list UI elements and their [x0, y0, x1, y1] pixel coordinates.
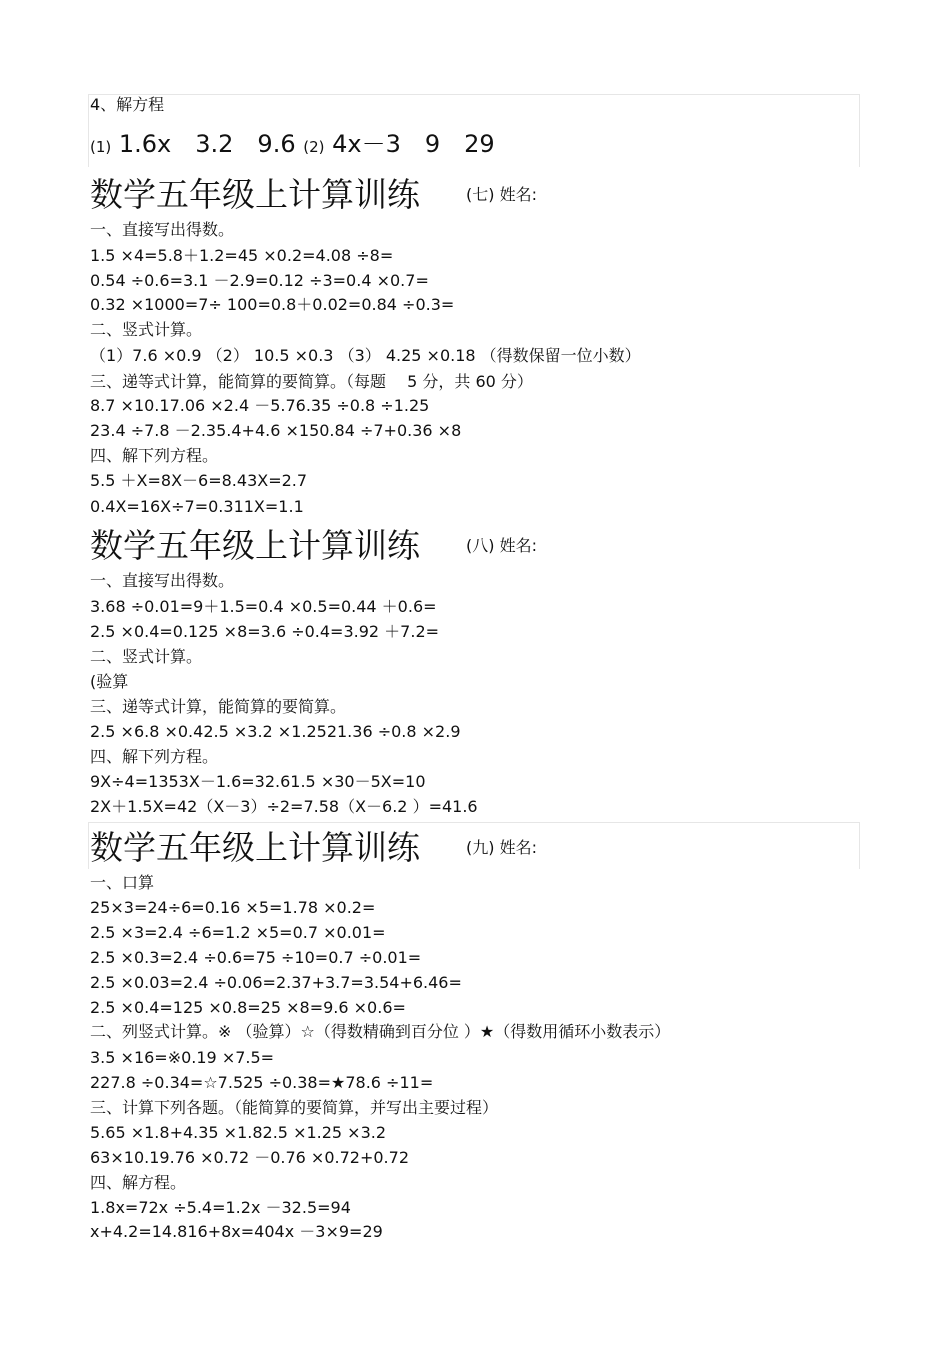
s9-line: 四、解方程。 [90, 1173, 187, 1192]
s9-line: 25×3=24÷6=0.16 ×5=1.78 ×0.2= [90, 898, 376, 917]
s8-line: 三、递等式计算，能简算的要简算。 [90, 697, 347, 716]
s9-line: 二、列竖式计算。※ （验算）☆（得数精确到百分位 ）★（得数用循环小数表示） [90, 1022, 671, 1041]
s9-line: x+4.2=14.816+8x=404x －3×9=29 [90, 1222, 383, 1241]
eq-label-2: (2) [303, 138, 325, 156]
section-8-title [90, 526, 537, 572]
section-7-title-text: 数学五年级上计算训练 [90, 175, 420, 214]
s8-line: 一、直接写出得数。 [90, 571, 235, 590]
s7-line: 三、递等式计算，能简算的要简算。（每题 5 分，共 60 分） [90, 372, 533, 391]
top-equation-line [90, 129, 495, 162]
s9-line: 2.5 ×0.03=2.4 ÷0.06=2.37+3.7=3.54+6.46= [90, 973, 462, 992]
s8-line: (验算 [90, 672, 129, 691]
section-7-title [90, 175, 537, 221]
s7-line: 0.54 ÷0.6=3.1 －2.9=0.12 ÷3=0.4 ×0.7= [90, 271, 429, 290]
s7-line: 0.4X=16X÷7=0.311X=1.1 [90, 497, 304, 516]
s9-line: 5.65 ×1.8+4.35 ×1.82.5 ×1.25 ×3.2 [90, 1123, 387, 1142]
s7-line: 0.32 ×1000=7÷ 100=0.8＋0.02=0.84 ÷0.3= [90, 295, 455, 314]
s9-line: 三、计算下列各题。（能简算的要简算，并写出主要过程） [90, 1098, 499, 1117]
s9-line: 63×10.19.76 ×0.72 －0.76 ×0.72+0.72 [90, 1148, 409, 1167]
s8-line: 3.68 ÷0.01=9＋1.5=0.4 ×0.5=0.44 ＋0.6= [90, 597, 437, 616]
section-9-title [90, 828, 537, 874]
s7-line: （1）7.6 ×0.9 （2） 10.5 ×0.3 （3） 4.25 ×0.18 （得数保留一位小数） [90, 346, 641, 365]
s7-line: 5.5 ＋X=8X－6=8.43X=2.7 [90, 471, 308, 490]
s8-line: 四、解下列方程。 [90, 747, 219, 766]
s9-line: 3.5 ×16=※0.19 ×7.5= [90, 1048, 275, 1067]
section-9-subtitle: (九) 姓名: [466, 838, 537, 857]
section-7-subtitle: (七) 姓名: [466, 185, 537, 204]
s7-line: 一、直接写出得数。 [90, 220, 235, 239]
s7-line: 四、解下列方程。 [90, 446, 219, 465]
section-8-title-text: 数学五年级上计算训练 [90, 526, 420, 565]
section-9-title-text: 数学五年级上计算训练 [90, 828, 420, 867]
s7-line: 1.5 ×4=5.8＋1.2=45 ×0.2=4.08 ÷8= [90, 246, 394, 265]
top-heading: 4、解方程 [90, 95, 165, 114]
s9-line: 227.8 ÷0.34=☆7.525 ÷0.38=★78.6 ÷11= [90, 1073, 434, 1092]
s7-line: 23.4 ÷7.8 －2.35.4+4.6 ×150.84 ÷7+0.36 ×8 [90, 421, 462, 440]
section-8-subtitle: (八) 姓名: [466, 536, 537, 555]
eq-label-1: (1) [90, 138, 112, 156]
eq-1: 1.6x 3.2 9.6 [118, 130, 296, 158]
s8-line: 2.5 ×0.4=0.125 ×8=3.6 ÷0.4=3.92 ＋7.2= [90, 622, 440, 641]
s9-line: 一、口算 [90, 873, 155, 892]
s9-line: 2.5 ×0.3=2.4 ÷0.6=75 ÷10=0.7 ÷0.01= [90, 948, 422, 967]
s7-line: 8.7 ×10.17.06 ×2.4 －5.76.35 ÷0.8 ÷1.25 [90, 396, 430, 415]
s9-line: 2.5 ×3=2.4 ÷6=1.2 ×5=0.7 ×0.01= [90, 923, 386, 942]
s8-line: 二、竖式计算。 [90, 647, 203, 666]
eq-2: 4x－3 9 29 [332, 130, 495, 158]
s8-line: 2X＋1.5X=42（X－3）÷2=7.58（X－6.2 ）=41.6 [90, 797, 478, 816]
s9-line: 1.8x=72x ÷5.4=1.2x －32.5=94 [90, 1198, 351, 1217]
s8-line: 9X÷4=1353X－1.6=32.61.5 ×30－5X=10 [90, 772, 426, 791]
s7-line: 二、竖式计算。 [90, 320, 203, 339]
s8-line: 2.5 ×6.8 ×0.42.5 ×3.2 ×1.2521.36 ÷0.8 ×2.9 [90, 722, 461, 741]
s9-line: 2.5 ×0.4=125 ×0.8=25 ×8=9.6 ×0.6= [90, 998, 406, 1017]
